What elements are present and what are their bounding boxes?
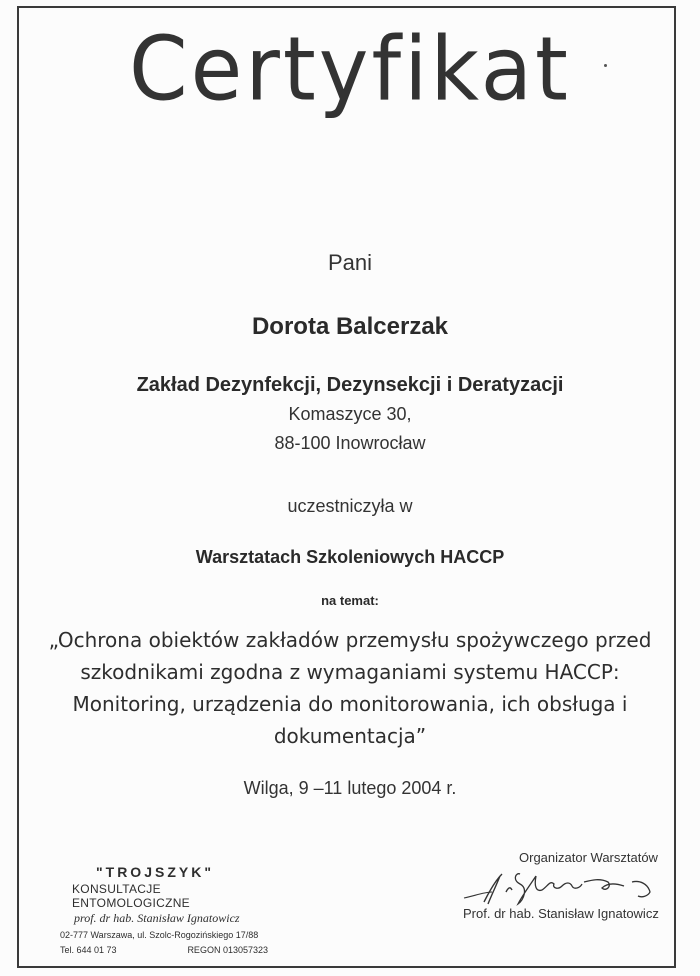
issuer-stamp: [58, 864, 278, 955]
handwritten-signature: [462, 862, 672, 912]
issuer-address: 02-777 Warszawa, ul. Szolc-Rogozińskiego 17/88: [60, 930, 259, 940]
issuer-phone: Tel. 644 01 73: [60, 945, 117, 955]
place-and-date: Wilga, 9 –11 lutego 2004 r.: [243, 778, 457, 798]
topic-text: [30, 624, 670, 752]
address-line-2: 88-100 Inowrocław: [274, 433, 426, 453]
certificate-border: [17, 6, 676, 968]
topic-label: na temat:: [321, 593, 379, 608]
issuer-subtitle: KONSULTACJE ENTOMOLOGICZNE: [72, 882, 190, 910]
issuer-regon: REGON 013057323: [187, 945, 268, 955]
recipient-name: Dorota Balcerzak: [251, 313, 449, 340]
issuer-name: "TROJSZYK": [96, 864, 214, 880]
topic-line: dokumentacja”: [273, 724, 427, 748]
topic-line: szkodnikami zgodna z wymaganiami systemu HACCP:: [80, 660, 620, 684]
workshop-name: Warsztatach Szkoleniowych HACCP: [195, 547, 505, 567]
certificate-title: Certyfikat: [128, 17, 571, 121]
company-name: Zakład Dezynfekcji, Dezynsekcji i Deratyzacji: [136, 374, 564, 396]
participation-text: uczestniczyła w: [287, 496, 413, 516]
issuer-person: prof. dr hab. Stanisław Ignatowicz: [74, 911, 240, 925]
address-line-1: Komaszyce 30,: [288, 404, 412, 424]
ink-dot: [604, 64, 607, 67]
organizer-name: Prof. dr hab. Stanisław Ignatowicz: [463, 906, 659, 921]
organizer-label: Organizator Warsztatów: [519, 850, 658, 865]
salutation: Pani: [327, 250, 373, 275]
topic-line: „Ochrona obiektów zakładów przemysłu spożywczego przed: [48, 628, 652, 652]
topic-line: Monitoring, urządzenia do monitorowania, ich obsługa i: [72, 692, 628, 716]
